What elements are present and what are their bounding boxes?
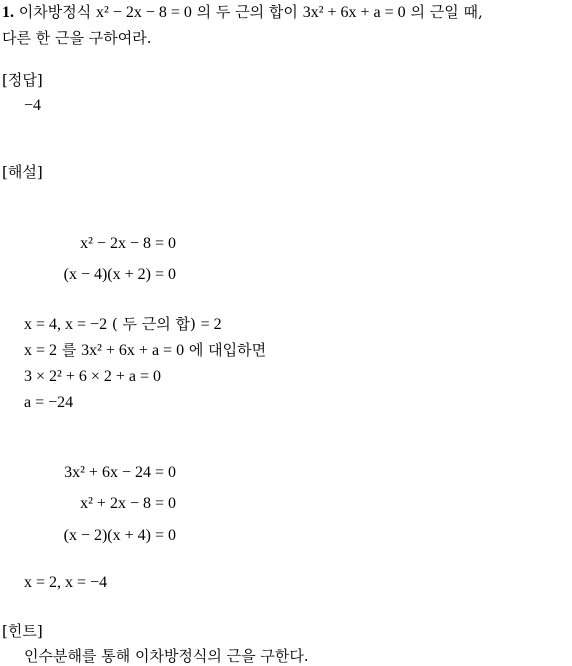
answer-heading: [정답] xyxy=(2,71,43,89)
hint-text: 인수분해를 통해 이차방정식의 근을 구한다. xyxy=(24,647,309,665)
problem-text-c: 의 근일 때, xyxy=(410,3,483,21)
explanation-substitution xyxy=(24,340,266,361)
problem-line-2: 다른 한 근을 구하여라. xyxy=(2,29,152,47)
explanation-equation-1: x² − 2x − 8 = 0 xyxy=(80,235,176,252)
substitution-math-1: x = 2 xyxy=(24,342,58,359)
problem-line-1 xyxy=(2,2,483,23)
explanation-heading: [해설] xyxy=(2,163,43,181)
explanation-calculation: 3 × 2² + 6 × 2 + a = 0 xyxy=(24,368,162,385)
substitution-text-2: 에 대입하면 xyxy=(188,341,267,359)
problem-text-a: 이차방정식 xyxy=(18,3,92,21)
explanation-equation-2: (x − 4)(x + 2) = 0 xyxy=(63,266,176,283)
explanation-equation-4: x² + 2x − 8 = 0 xyxy=(80,495,176,512)
substitution-math-2: 3x² + 6x + a = 0 xyxy=(81,342,185,359)
explanation-roots-1 xyxy=(24,314,222,335)
problem-number: 1. xyxy=(2,4,14,21)
roots-1-tail: = 2 xyxy=(200,316,222,333)
explanation-equation-3: 3x² + 6x − 24 = 0 xyxy=(64,464,176,481)
roots-1-math: x = 4, x = −2 xyxy=(24,316,108,333)
explanation-a-value: a = −24 xyxy=(24,394,74,411)
problem-equation-1: x² − 2x − 8 = 0 xyxy=(96,4,192,21)
substitution-text-1: 를 xyxy=(61,341,77,359)
explanation-roots-2: x = 2, x = −4 xyxy=(24,574,108,591)
problem-equation-2: 3x² + 6x + a = 0 xyxy=(302,4,406,21)
problem-text-b: 의 두 근의 합이 xyxy=(196,3,298,21)
explanation-equation-5: (x − 2)(x + 4) = 0 xyxy=(63,527,176,544)
hint-heading: [힌트] xyxy=(2,622,43,640)
roots-1-text: ( 두 근의 합) xyxy=(111,315,196,333)
answer-value: −4 xyxy=(24,97,42,114)
